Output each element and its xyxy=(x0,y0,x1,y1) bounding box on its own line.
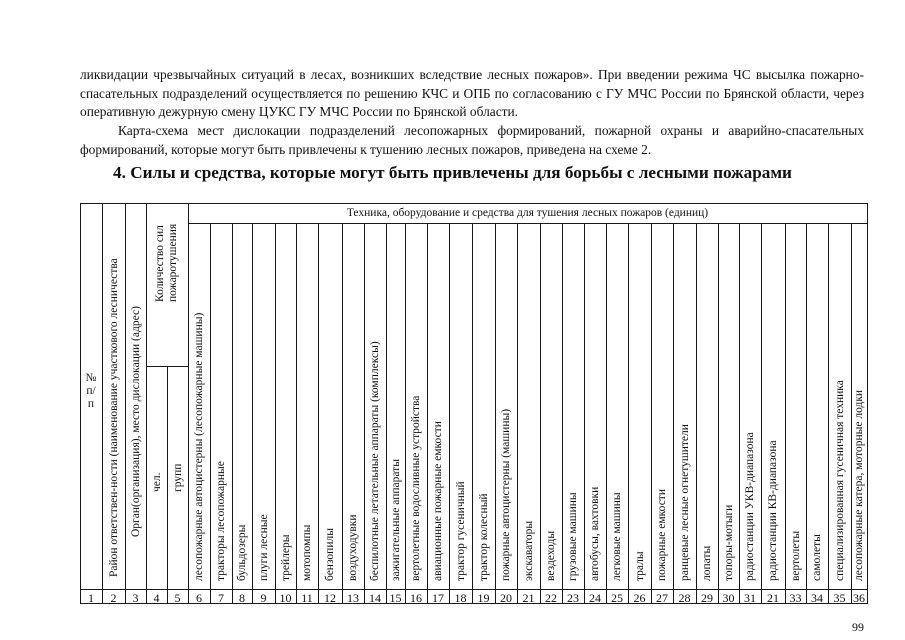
table-column-line xyxy=(342,223,343,604)
column-number-cell: 18 xyxy=(454,591,467,605)
column-number-cell: 20 xyxy=(500,591,512,605)
page-number: 99 xyxy=(852,620,864,634)
equipment-column-header: мотопомпы xyxy=(301,524,313,581)
table-column-line xyxy=(125,203,126,604)
column-number-cell: 28 xyxy=(678,591,691,605)
equipment-column-header: воздуходувки xyxy=(347,514,359,581)
column-number-cell: 8 xyxy=(239,591,245,605)
equipment-column-header: вертолетные водосливные устройства xyxy=(410,395,422,581)
equipment-column-header: легковые машины xyxy=(611,492,623,581)
equipment-column-header: зажигательные аппараты xyxy=(389,459,402,581)
table-column-line xyxy=(540,223,541,604)
equipment-column-header: грузовые машины xyxy=(567,492,579,581)
table-column-line xyxy=(761,223,762,604)
equipment-column-header: ранцевые лесные огнетушители xyxy=(678,424,691,581)
equipment-column-header: радиостанции УКВ-диапазона xyxy=(744,432,756,581)
column-number-header: № п/ п xyxy=(85,372,97,410)
equipment-column-header: тракторы лесопожарные xyxy=(215,461,227,581)
equipment-column-header: трактор колесный xyxy=(477,493,490,581)
equipment-column-header: самолеты xyxy=(811,534,823,581)
column-number-cell: 4 xyxy=(153,591,160,605)
column-number-cell: 17 xyxy=(432,591,444,605)
table-column-line xyxy=(628,223,629,604)
table-column-line xyxy=(252,223,253,604)
column-number-cell: 21 xyxy=(522,591,535,605)
table-column-line xyxy=(386,223,387,604)
table-column-line xyxy=(718,223,719,604)
table-column-line xyxy=(275,223,276,604)
table-line-equipment-header xyxy=(188,223,867,224)
table-line-numbers xyxy=(80,589,868,590)
column-number-cell: 10 xyxy=(279,591,292,605)
column-number-cell: 12 xyxy=(324,591,336,605)
table-column-line xyxy=(851,223,852,604)
column-number-cell: 16 xyxy=(410,591,422,605)
equipment-column-header: пожарные автоцистерны (машины) xyxy=(500,408,512,581)
table-column-line xyxy=(651,223,652,604)
equipment-column-header: пожарные емкости xyxy=(656,489,668,581)
table-column-line xyxy=(405,223,406,604)
column-organization-header: Орган(организация), место дислокации (адрес) xyxy=(129,306,142,537)
equipment-column-header: трейлеры xyxy=(279,534,292,581)
column-number-cell: 33 xyxy=(789,591,802,605)
column-number-cell: 35 xyxy=(833,591,846,605)
forces-header-line-1: Количество сил xyxy=(154,225,166,302)
equipment-column-header: вертолеты xyxy=(789,530,802,581)
table-column-line xyxy=(318,223,319,604)
column-number-cell: 19 xyxy=(477,591,490,605)
equipment-column-header: лопаты xyxy=(701,545,713,581)
equipment-column-header: лесопожарные катера, моторные лодки xyxy=(853,389,865,581)
table-column-line xyxy=(562,223,563,604)
column-number-cell: 15 xyxy=(389,591,402,605)
forces-groups-header: групп xyxy=(171,463,184,492)
column-number-cell: 26 xyxy=(633,591,646,605)
column-number-cell: 23 xyxy=(567,591,579,605)
column-number-cell: 11 xyxy=(301,591,313,605)
equipment-column-header: вездеходы xyxy=(545,530,557,581)
equipment-column-header: бензопилы xyxy=(324,528,336,581)
table-column-line xyxy=(828,223,829,604)
table-border-top xyxy=(80,203,868,204)
column-number-cell: 21 xyxy=(767,591,779,605)
column-number-cell: 29 xyxy=(701,591,713,605)
table-column-line xyxy=(102,203,103,604)
table-column-line xyxy=(696,223,697,604)
table-column-line xyxy=(449,223,450,604)
table-column-line xyxy=(472,223,473,604)
column-number-cell: 2 xyxy=(110,591,117,605)
table-column-line xyxy=(867,203,868,604)
column-number-cell: 24 xyxy=(589,591,601,605)
equipment-column-header: беспилотные летательные аппараты (комплексы) xyxy=(369,341,381,581)
equipment-column-header: плуги лесные xyxy=(257,514,270,581)
table-column-line xyxy=(296,223,297,604)
forces-header-line-2: пожаротушения xyxy=(167,223,179,302)
column-number-cell: 6 xyxy=(196,591,202,605)
paragraph-2: Карта-схема мест дислокации подразделений лесопожарных формирований, пожарной охраны и аварийно-спасательных формирований, которые могут быть привлечены к тушению лесных пожаров, приведена на схеме 2. xyxy=(80,123,864,157)
equipment-column-header: радиостанции КВ-диапазона xyxy=(767,440,779,581)
table-column-line xyxy=(739,223,740,604)
forces-people-header: чел. xyxy=(150,472,163,492)
column-number-cell: 9 xyxy=(260,591,267,605)
equipment-column-header: экскаваторы xyxy=(522,520,535,581)
equipment-column-header: бульдозеры xyxy=(236,524,248,581)
column-number-cell: 30 xyxy=(722,591,735,605)
column-number-cell: 36 xyxy=(853,591,865,605)
table-column-line xyxy=(80,203,81,604)
table-column-line xyxy=(167,366,168,604)
section-heading: 4. Силы и средства, которые могут быть привлечены для борьбы с лесными пожарами xyxy=(113,163,792,182)
table-column-line xyxy=(427,223,428,604)
equipment-column-header: специализированная гусеничная техника xyxy=(833,380,846,581)
table-column-line xyxy=(785,223,786,604)
table-column-line xyxy=(606,223,607,604)
table-column-line xyxy=(673,223,674,604)
column-number-cell: 1 xyxy=(88,591,94,605)
column-number-cell: 27 xyxy=(656,591,668,605)
table-column-line xyxy=(495,223,496,604)
column-number-cell: 7 xyxy=(218,591,224,605)
table-column-line xyxy=(210,223,211,604)
equipment-column-header: автобусы, вахтовки xyxy=(589,486,601,581)
column-number-cell: 3 xyxy=(132,591,139,605)
paragraph-1: ликвидации чрезвычайных ситуаций в лесах, возникших вследствие лесных пожаров». При введении режима ЧС высылка пожарно-спасательных подразделений осуществляется по решению КЧС и ОПБ по согласованию с ГУ МЧС России по Брянской области, через оперативную дежурную смену ЦУКС ГУ МЧС России по Брянской области. xyxy=(80,67,864,119)
column-number-cell: 5 xyxy=(174,591,181,605)
column-number-cell: 14 xyxy=(369,591,381,605)
column-number-cell: 22 xyxy=(545,591,557,605)
equipment-column-header: трактор гусеничный xyxy=(454,481,467,581)
table-column-line xyxy=(146,203,147,604)
table-column-line xyxy=(806,223,807,604)
column-number-cell: 31 xyxy=(744,591,756,605)
equipment-column-header: авиационные пожарные емкости xyxy=(432,421,444,581)
table-column-line xyxy=(188,203,189,604)
equipment-column-header: лесопожарные автоцистерны (лесопожарные машины) xyxy=(193,312,205,581)
equipment-column-header: тралы xyxy=(633,551,646,581)
table-column-line xyxy=(364,223,365,604)
table-column-line xyxy=(517,223,518,604)
column-number-cell: 34 xyxy=(811,591,823,605)
column-number-cell: 25 xyxy=(611,591,623,605)
equipment-column-header: топоры-мотыги xyxy=(722,504,735,581)
column-number-cell: 13 xyxy=(347,591,359,605)
table-column-line xyxy=(584,223,585,604)
column-district-header: Район ответствен-ности (наименование участкового лесничества xyxy=(107,258,120,577)
table-column-line xyxy=(232,223,233,604)
equipment-header: Техника, оборудование и средства для тушения лесных пожаров (единиц) xyxy=(346,207,709,219)
